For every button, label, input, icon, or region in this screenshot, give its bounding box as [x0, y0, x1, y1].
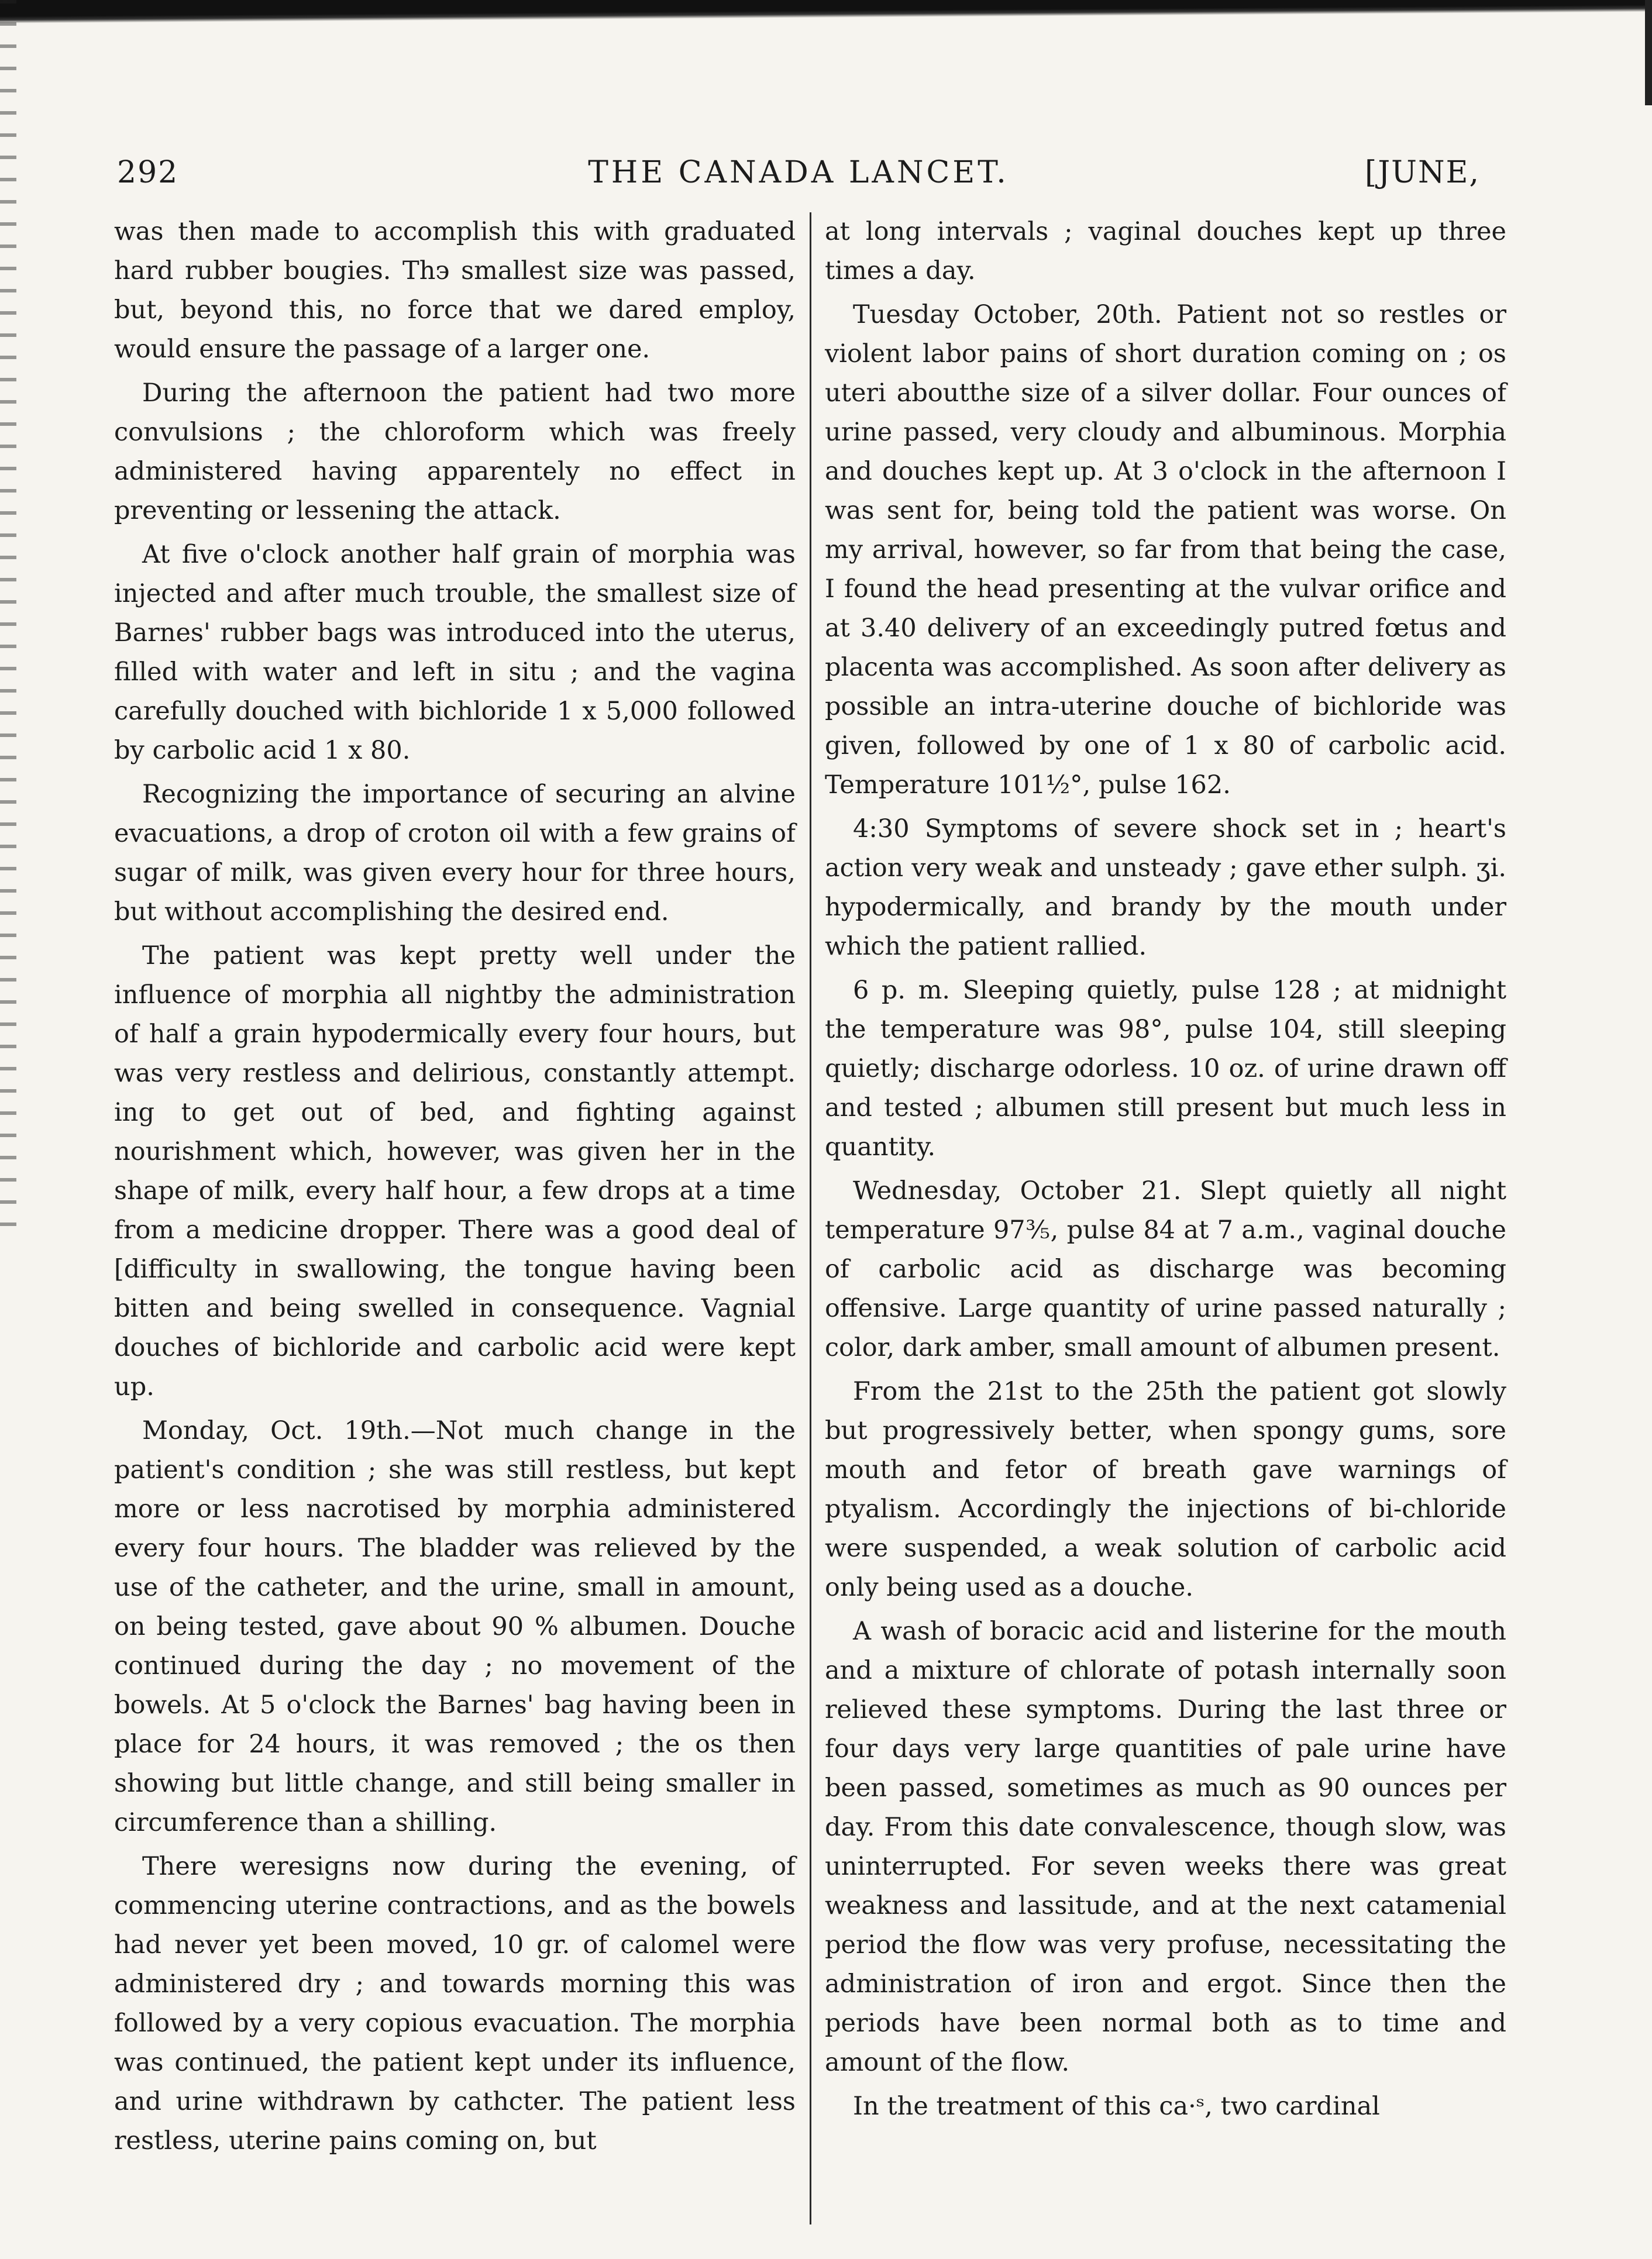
paragraph: The patient was kept pretty well under the influence of morphia all nightby the administration of half a grain hypodermically every four hours, but was very restless and delirious, constantly attempt. ing to get out of bed, and fighting against nourishment which, however, was given her in the shape of milk, every half hour, a few drops at a time from a medicine dropper. There was a good deal of [difficulty in swallowing, the tongue having been bitten and being swelled in consequence. Vagnial douches of bichloride and carbolic acid were kept up.: [114, 941, 796, 1401]
paragraph: From the 21st to the 25th the patient got slowly but progressively better, when spongy gums, sore mouth and fetor of breath gave warnings of ptyalism. Accordingly the injections of bi-chloride were suspended, a weak solution of carbolic acid only being used as a douche.: [825, 1377, 1506, 1602]
paragraph: 4:30 Symptoms of severe shock set in ; heart's action very weak and unsteady ; gave ether sulph. ʒi. hypodermically, and brandy by the mouth under which the patient rallied.: [825, 814, 1506, 961]
running-header: [117, 155, 1480, 208]
top-border-rule: [0, 0, 1652, 23]
paragraph: At five o'clock another half grain of morphia was injected and after much trouble, the smallest size of Barnes' rubber bags was introduced into the uterus, filled with water and left in situ ; and the vagina carefully douched with bichloride 1 x 5,000 followed by carbolic acid 1 x 80.: [114, 540, 796, 765]
paragraph: at long intervals ; vaginal douches kept up three times a day.: [825, 217, 1506, 285]
binding-edge-marks: [0, 0, 16, 1228]
column-divider: [810, 212, 811, 2224]
paragraph: During the afternoon the patient had two more convulsions ; the chloroform which was freely administered having apparentely no effect in preventing or lessening the attack.: [114, 378, 796, 525]
paragraph: Monday, Oct. 19th.—Not much change in the patient's condition ; she was still restless, but kept more or less nacrotised by morphia administered every four hours. The bladder was relieved by the use of the catheter, and the urine, small in amount, on being tested, gave about 90 % albumen. Douche continued during the day ; no movement of the bowels. At 5 o'clock the Barnes' bag having been in place for 24 hours, it was removed ; the os then showing but little change, and still being smaller in circumference than a shilling.: [114, 1416, 796, 1837]
paragraph: In the treatment of this ca·ˢ, two cardinal: [853, 2092, 1380, 2121]
right-edge-mark: [1645, 0, 1652, 105]
issue-month: [JUNE,: [1365, 155, 1480, 190]
paragraph: Tuesday October, 20th. Patient not so restles or violent labor pains of short duration coming on ; os uteri aboutthe size of a silver dollar. Four ounces of urine passed, very cloudy and albuminous. Morphia and douches kept up. At 3 o'clock in the afternoon I was sent for, being told the patient was worse. On my arrival, however, so far from that being the case, I found the head presenting at the vulvar orifice and at 3.40 delivery of an exceedingly putred fœtus and placenta was accomplished. As soon after delivery as possible an intra-uterine douche of bichloride was given, followed by one of 1 x 80 of carbolic acid. Temperature 101½°, pulse 162.: [825, 300, 1506, 800]
paragraph: There weresigns now during the evening, of commencing uterine contractions, and as the bowels had never yet been moved, 10 gr. of calomel were administered dry ; and towards morning this was followed by a very copious evacuation. The morphia was continued, the patient kept under its influence, and urine withdrawn by cathcter. The patient less restless, uterine pains coming on, but: [114, 1852, 796, 2155]
paragraph: Wednesday, October 21. Slept quietly all night temperature 97⅗, pulse 84 at 7 a.m., vaginal douche of carbolic acid as discharge was becoming offensive. Large quantity of urine passed naturally ; color, dark amber, small amount of albumen present.: [825, 1176, 1506, 1362]
left-column: [114, 212, 796, 2165]
right-column: [825, 212, 1506, 2131]
paragraph: 6 p. m. Sleeping quietly, pulse 128 ; at midnight the temperature was 98°, pulse 104, still sleeping quietly; discharge odorless. 10 oz. of urine drawn off and tested ; albumen still present but much less in quantity.: [825, 976, 1506, 1162]
paragraph: A wash of boracic acid and listerine for the mouth and a mixture of chlorate of potash internally soon relieved these symptoms. During the last three or four days very large quantities of pale urine have been passed, sometimes as much as 90 ounces per day. From this date convalescence, though slow, was uninterrupted. For seven weeks there was great weakness and lassitude, and at the next catamenial period the flow was very profuse, necessitating the administration of iron and ergot. Since then the periods have been normal both as to time and amount of the flow.: [825, 1617, 1506, 2077]
paragraph: was then made to accomplish this with graduated hard rubber bougies. Th϶ smallest size was passed, but, beyond this, no force that we dared employ, would ensure the passage of a larger one.: [114, 217, 796, 364]
paragraph: Recognizing the importance of securing an alvine evacuations, a drop of croton oil with a few grains of sugar of milk, was given every hour for three hours, but without accomplishing the desired end.: [114, 780, 796, 927]
journal-title: THE CANADA LANCET.: [588, 155, 1009, 190]
page-number: 292: [117, 155, 179, 190]
